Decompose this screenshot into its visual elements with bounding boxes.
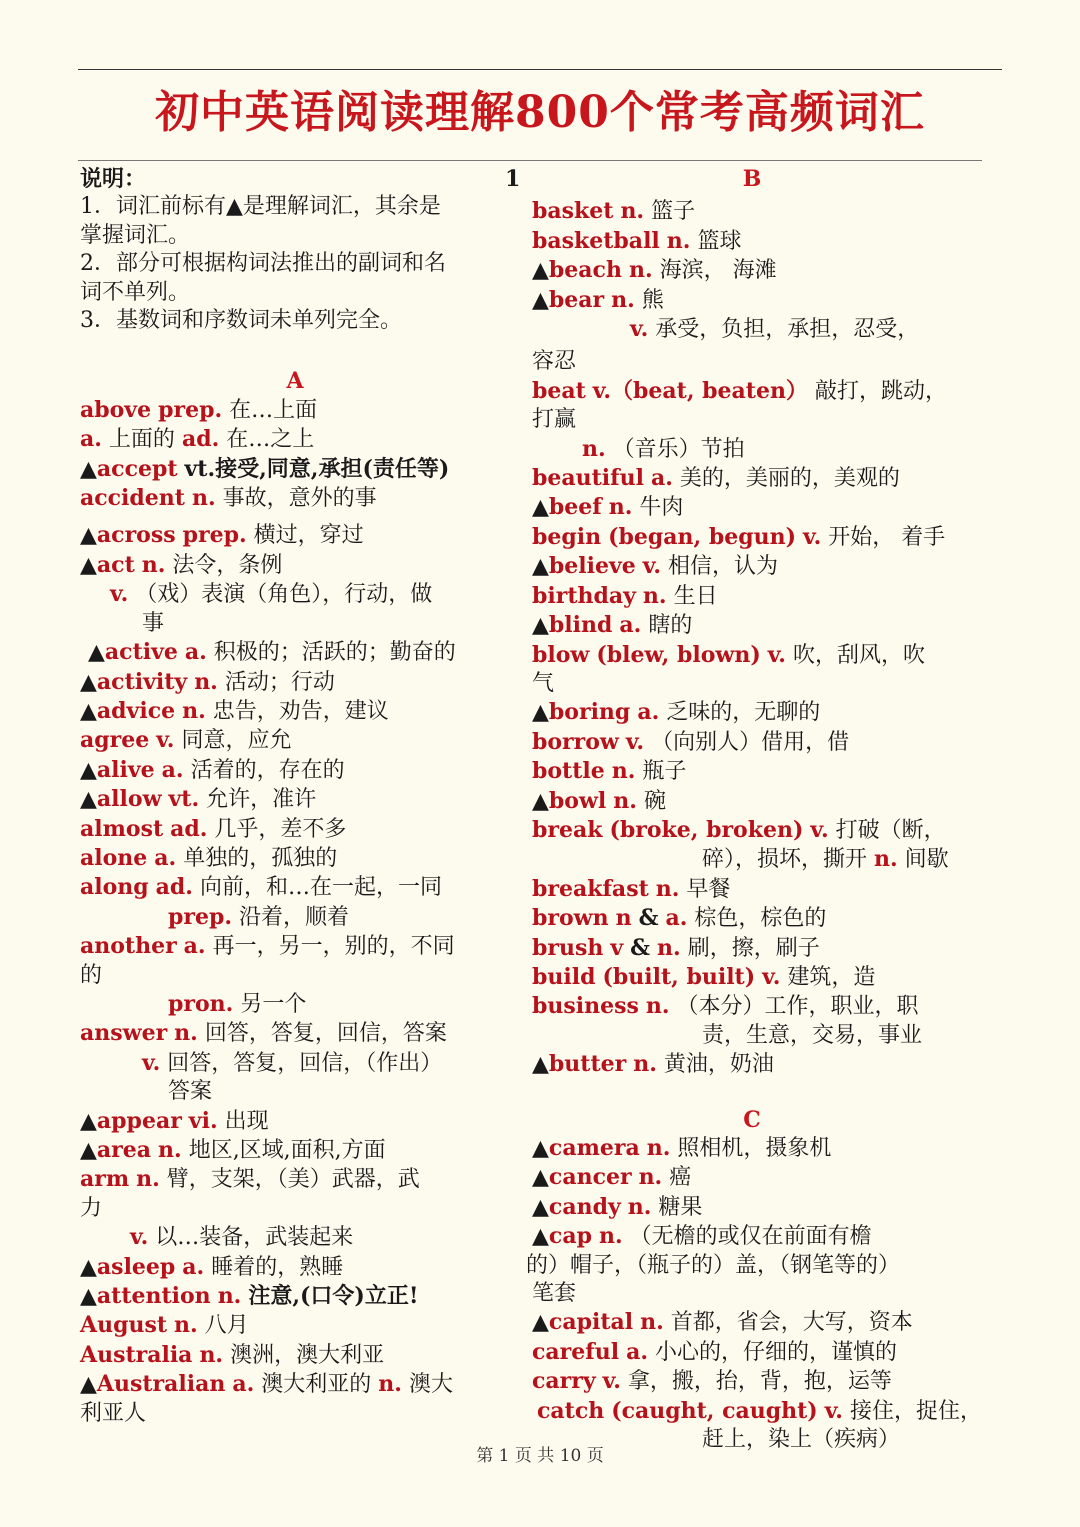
triangle-icon: ▲ [532,1052,549,1078]
entry-australian: ▲Australian a. 澳大利亚的 n. 澳大 [80,1371,453,1398]
entry-cap-cont: 的）帽子，（瓶子的）盖，（钢笔等的） [526,1252,901,1278]
page-title: 初中英语阅读理解800个常考高频词汇 [155,87,925,138]
entry-answer-cont2: 答案 [168,1079,213,1105]
triangle-icon: ▲ [532,1165,549,1191]
entry-beat: beat v.（beat, beaten） 敲打，跳动， [532,377,947,404]
spacer [532,1080,972,1106]
note-1b: 掌握词汇。 [80,222,191,248]
note-1a: 1．词汇前标有▲是理解词汇，其余是 [80,194,441,220]
entry-another-cont: 的 [80,962,103,988]
page-footer: 第 1 页 共 10 页 [476,1446,604,1466]
entry-birthday: birthday n. 生日 [532,582,718,609]
entry-break: break (broke, broken) v. 打破（断， [532,816,946,843]
entry-blow-cont: 气 [532,670,555,696]
column-page-marker: 1 [505,166,521,192]
entry-bear-cont2: 容忍 [532,349,577,375]
entry-breakfast: breakfast n. 早餐 [532,875,731,902]
entry-brown: brown n & a. 棕色，棕色的 [532,905,827,932]
triangle-icon: ▲ [532,258,549,284]
entry-another: another a. 再一，另一，别的，不同 [80,933,455,960]
entry-accident: accident n. 事故，意外的事 [80,485,377,512]
note-2a: 2．部分可根据构词法推出的副词和名 [80,251,446,277]
entry-above: above prep. 在…上面 [80,396,318,423]
entry-business: business n. （本分）工作，职业，职 [532,993,919,1020]
triangle-icon: ▲ [80,1108,97,1134]
entry-attention: ▲attention n. 注意,(口令)立正! [80,1283,419,1310]
entry-candy: ▲candy n. 糖果 [532,1193,703,1220]
triangle-icon: ▲ [532,1224,549,1250]
section-a-heading: A [286,368,304,395]
entry-area: ▲area n. 地区,区域,面积,方面 [80,1137,386,1163]
note-3: 3．基数词和序数词未单列完全。 [80,308,402,334]
entry-basketball: basketball n. 篮球 [532,227,742,254]
entry-cap-cont2: 笔套 [532,1281,577,1307]
entry-answer: answer n. 回答，答复，回信，答案 [80,1020,447,1047]
entry-act-cont2: 事 [142,610,165,636]
entry-carry: carry v. 拿，搬，抬，背，抱，运等 [532,1368,892,1395]
entry-arm: arm n. 臂，支架，（美）武器，武 [80,1166,420,1193]
entry-break-cont: 碎），损坏，撕开 n. 间歇 [702,846,949,873]
entry-above-cont: a. 上面的 ad. 在…之上 [80,426,315,453]
triangle-icon: ▲ [80,698,97,724]
entry-australian-cont: 利亚人 [80,1400,147,1426]
entry-build: build (built, built) v. 建筑，造 [532,963,876,990]
triangle-icon: ▲ [532,700,549,726]
entry-almost: almost ad. 几乎，差不多 [80,815,347,842]
entry-arm-cont: 力 [80,1195,103,1221]
entry-another-cont2: pron. 另一个 [168,990,307,1017]
entry-blind: ▲blind a. 瞎的 [532,612,693,639]
triangle-icon: ▲ [532,1194,549,1220]
note-2b: 词不单列。 [80,279,191,305]
triangle-icon: ▲ [532,613,549,639]
entry-asleep: ▲asleep a. 睡着的，熟睡 [80,1253,344,1280]
entry-act-cont: v. （戏）表演（角色），行动，做 [110,581,433,608]
entry-bear: ▲bear n. 熊 [532,286,664,313]
entry-august: August n. 八月 [80,1312,249,1339]
entry-bowl: ▲bowl n. 碗 [532,787,666,814]
left-column [80,165,510,1428]
section-b-heading: B [742,166,762,192]
triangle-icon: ▲ [532,1310,549,1336]
triangle-icon: ▲ [80,456,97,482]
entry-borrow: borrow v. （向别人）借用，借 [532,728,850,755]
entry-bear-cont: v. 承受，负担，承担，忍受， [630,316,920,343]
entry-cancer: ▲cancer n. 癌 [532,1164,692,1191]
entry-cap: ▲cap n. （无檐的或仅在前面有檐 [532,1223,872,1250]
entry-advice: ▲advice n. 忠告，劝告，建议 [80,697,389,724]
triangle-icon: ▲ [88,640,105,666]
triangle-icon: ▲ [80,669,97,695]
triangle-icon: ▲ [80,787,97,813]
entry-catch-cont: 赶上，染上（疾病） [702,1427,901,1453]
entry-along: along ad. 向前，和…在一起，一同 [80,874,442,901]
entry-blow: blow (blew, blown) v. 吹，刮风，吹 [532,641,925,668]
entry-alive: ▲alive a. 活着的，存在的 [80,756,345,783]
triangle-icon: ▲ [80,552,97,578]
entry-along-cont: prep. 沿着，顺着 [168,903,350,930]
entry-catch: catch (caught, caught) v. 接住，捉住， [537,1397,982,1424]
triangle-icon: ▲ [80,1254,97,1280]
triangle-icon: ▲ [532,495,549,521]
triangle-icon: ▲ [80,757,97,783]
entry-business-cont: 责，生意，交易，事业 [702,1022,923,1048]
entry-beach: ▲beach n. 海滨， 海滩 [532,257,777,284]
entry-arm-cont2: v. 以…装备，武装起来 [130,1224,354,1251]
triangle-icon: ▲ [80,1284,97,1310]
entry-brush: brush v & n. 刷，擦，刷子 [532,934,820,961]
entry-active: ▲active a. 积极的；活跃的；勤奋的 [88,639,456,666]
entry-alone: alone a. 单独的，孤独的 [80,844,338,871]
triangle-icon: ▲ [532,1136,549,1161]
entry-activity: ▲activity n. 活动；行动 [80,668,335,695]
entry-australia: Australia n. 澳洲，澳大利亚 [80,1341,385,1368]
entry-begin: begin (began, begun) v. 开始， 着手 [532,523,946,550]
entry-beat-cont2: n. （音乐）节拍 [582,435,745,462]
entry-across: ▲across prep. 横过，穿过 [80,522,364,549]
entry-answer-cont: v. 回答，答复，回信，（作出） [142,1049,443,1076]
entry-beautiful: beautiful a. 美的，美丽的，美观的 [532,465,900,492]
section-c-heading: C [743,1106,761,1133]
entry-beat-cont: 打赢 [532,407,577,433]
entry-boring: ▲boring a. 乏味的，无聊的 [532,699,821,726]
entry-accept: ▲accept vt.接受,同意,承担(责任等) [80,455,450,482]
entry-careful: careful a. 小心的，仔细的，谨慎的 [532,1338,897,1365]
spacer [80,513,510,521]
entry-butter: ▲butter n. 黄油，奶油 [532,1051,774,1078]
triangle-icon: ▲ [532,287,549,313]
spacer [80,335,510,367]
entry-allow: ▲allow vt. 允许，准许 [80,786,317,813]
entry-basket: basket n. 篮子 [532,198,696,225]
title-underline [78,160,982,161]
entry-act: ▲act n. 法令，条例 [80,551,283,578]
triangle-icon: ▲ [80,1138,97,1163]
notes-heading: 说明： [80,166,147,192]
right-column [526,165,982,1454]
entry-capital: ▲capital n. 首都，省会，大写，资本 [532,1309,913,1336]
entry-agree: agree v. 同意，应允 [80,727,292,754]
top-rule [78,69,1002,70]
entry-bottle: bottle n. 瓶子 [532,758,687,785]
triangle-icon: ▲ [80,523,97,549]
triangle-icon: ▲ [532,554,549,580]
entry-believe: ▲believe v. 相信，认为 [532,553,779,580]
entry-beef: ▲beef n. 牛肉 [532,494,684,521]
triangle-icon: ▲ [80,1372,97,1398]
entry-appear: ▲appear vi. 出现 [80,1107,269,1134]
triangle-icon: ▲ [532,788,549,814]
entry-camera: ▲camera n. 照相机，摄象机 [532,1135,832,1161]
